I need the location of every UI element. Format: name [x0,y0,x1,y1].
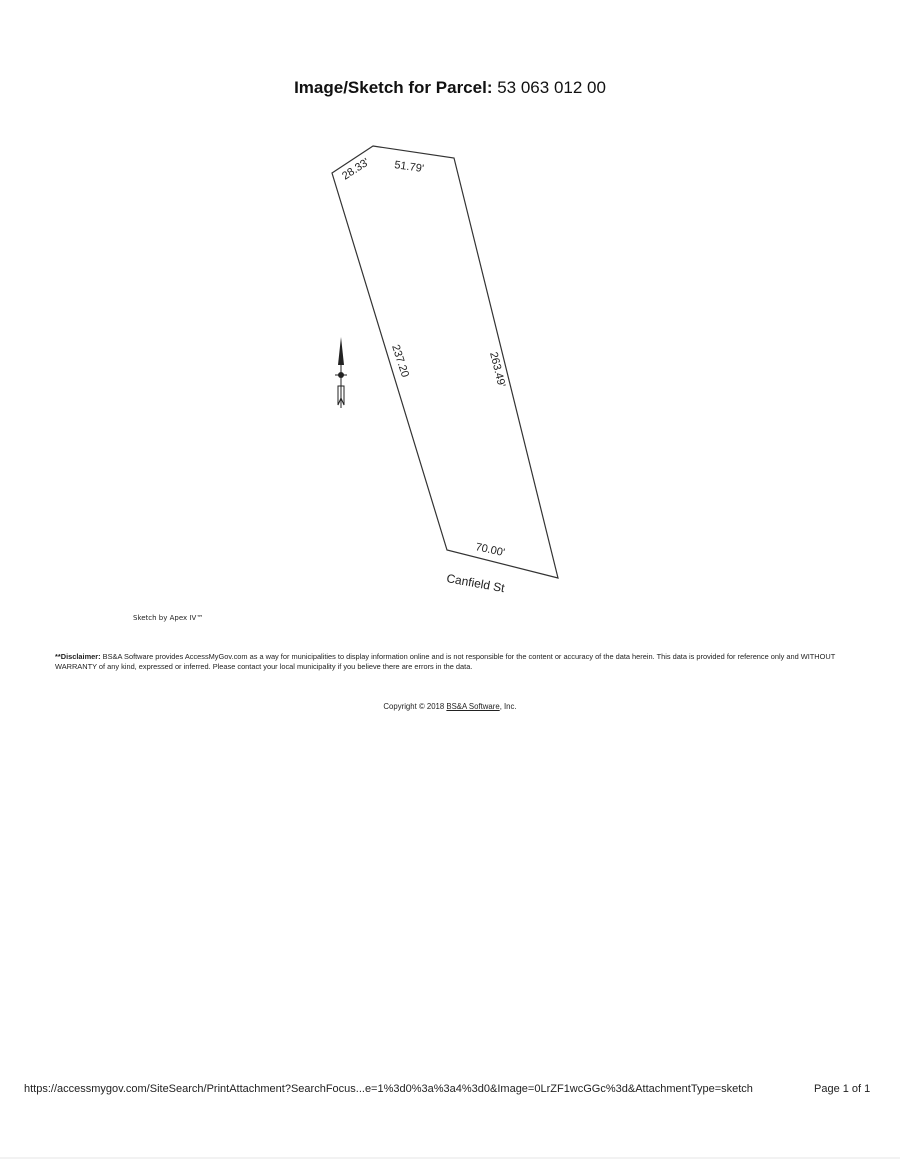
disclaimer [55,652,845,671]
page-number: Page 1 of 1 [814,1083,871,1095]
disclaimer-text: BS&A Software provides AccessMyGov.com as a way for municipalities to display information online and is not responsible for the content or accuracy of the data herein. This data is provided for reference only and WITHOUT WARRANTY of any kind, expressed or inferred. Please contact your local municipality if you believe there are errors in the data. [55,652,836,671]
north-arrow-icon [335,337,347,408]
copyright [0,702,900,711]
parcel-number: 53 063 012 00 [497,78,606,97]
copyright-prefix: Copyright © 2018 [383,702,445,711]
print-url: https://accessmygov.com/SiteSearch/PrintAttachment?SearchFocus...e=1%3d0%3a%3a4%3d0&Image=0LrZF1wcGGc%3d&AttachmentType=sketch [24,1083,753,1095]
dimension-south: 70.00' [474,541,506,560]
page-edge-divider [0,1157,900,1159]
dimension-east: 263.49' [487,350,508,389]
dimension-north: 51.79' [393,159,425,176]
parcel-boundary [332,146,558,578]
street-label: Canfield St [445,571,506,596]
title-label: Image/Sketch for Parcel: [294,78,493,97]
copyright-suffix: , Inc. [499,702,517,711]
sketch-credit: Sketch by Apex IV™ [133,614,204,622]
disclaimer-label: **Disclaimer: [55,652,101,661]
dimension-northwest: 28.33' [340,156,372,183]
bsa-software-link[interactable]: BS&A Software [446,702,500,711]
dimension-west: 237.20 [389,343,411,379]
